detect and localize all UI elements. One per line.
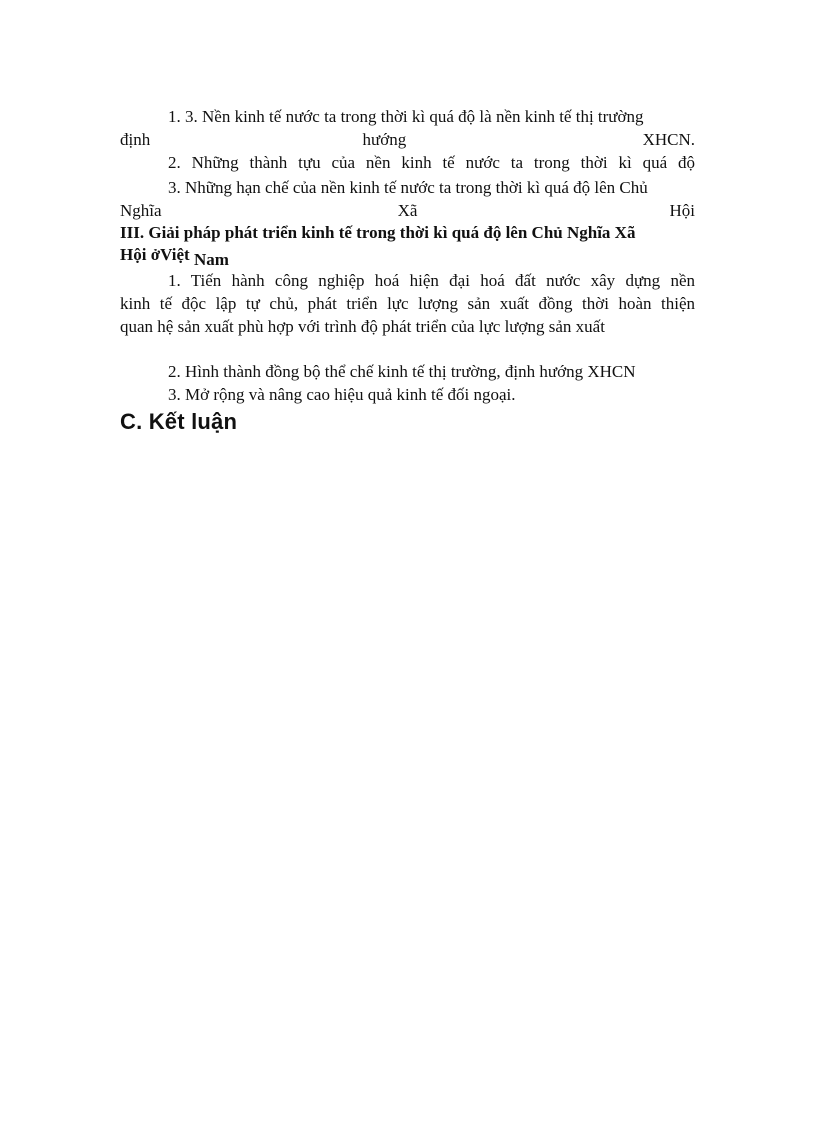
limitations-line-1: 3. Những hạn chế của nền kinh tế nước ta trong thời kì quá độ lên Chủ <box>168 178 648 197</box>
limitations-line-2 <box>120 200 695 222</box>
word: Nghĩa <box>120 201 162 220</box>
word: Nam <box>193 250 229 269</box>
solution-1-line-2 <box>120 293 695 315</box>
solution-1-line-1 <box>168 270 695 292</box>
conclusion-heading: C. Kết luận <box>120 409 238 434</box>
word: Hội ở <box>120 245 161 264</box>
word: định <box>120 130 151 149</box>
word: Xã <box>397 201 418 220</box>
item-1-3-line-1: 1. 3. Nền kinh tế nước ta trong thời kì quá độ là nền kinh tế thị trường <box>168 107 644 126</box>
solution-3: 3. Mở rộng và nâng cao hiệu quả kinh tế đối ngoại. <box>168 385 516 404</box>
solution-1-text-1: 1. Tiến hành công nghiệp hoá hiện đại hoá đất nước xây dựng nền <box>168 271 695 290</box>
achievements-text: 2. Những thành tựu của nền kinh tế nước ta trong thời kì quá độ <box>168 153 695 172</box>
solution-1-text-2: kinh tế độc lập tự chủ, phát triển lực lượng sản xuất đồng thời hoàn thiện <box>120 294 695 313</box>
word: XHCN. <box>642 130 695 149</box>
item-1-3-line-2 <box>120 129 695 151</box>
section-iii-heading-line-2 <box>120 244 229 269</box>
solution-2: 2. Hình thành đồng bộ thể chế kinh tế thị trường, định hướng XHCN <box>168 362 636 381</box>
solution-1-line-3: quan hệ sản xuất phù hợp với trình độ phát triển của lực lượng sản xuất <box>120 317 605 336</box>
achievements-item <box>168 152 695 174</box>
word: Việt <box>160 245 190 264</box>
word: hướng <box>362 130 407 149</box>
word: Hội <box>669 201 695 220</box>
section-iii-heading-line-1: III. Giải pháp phát triển kinh tế trong thời kì quá độ lên Chủ Nghĩa Xã <box>120 223 636 242</box>
